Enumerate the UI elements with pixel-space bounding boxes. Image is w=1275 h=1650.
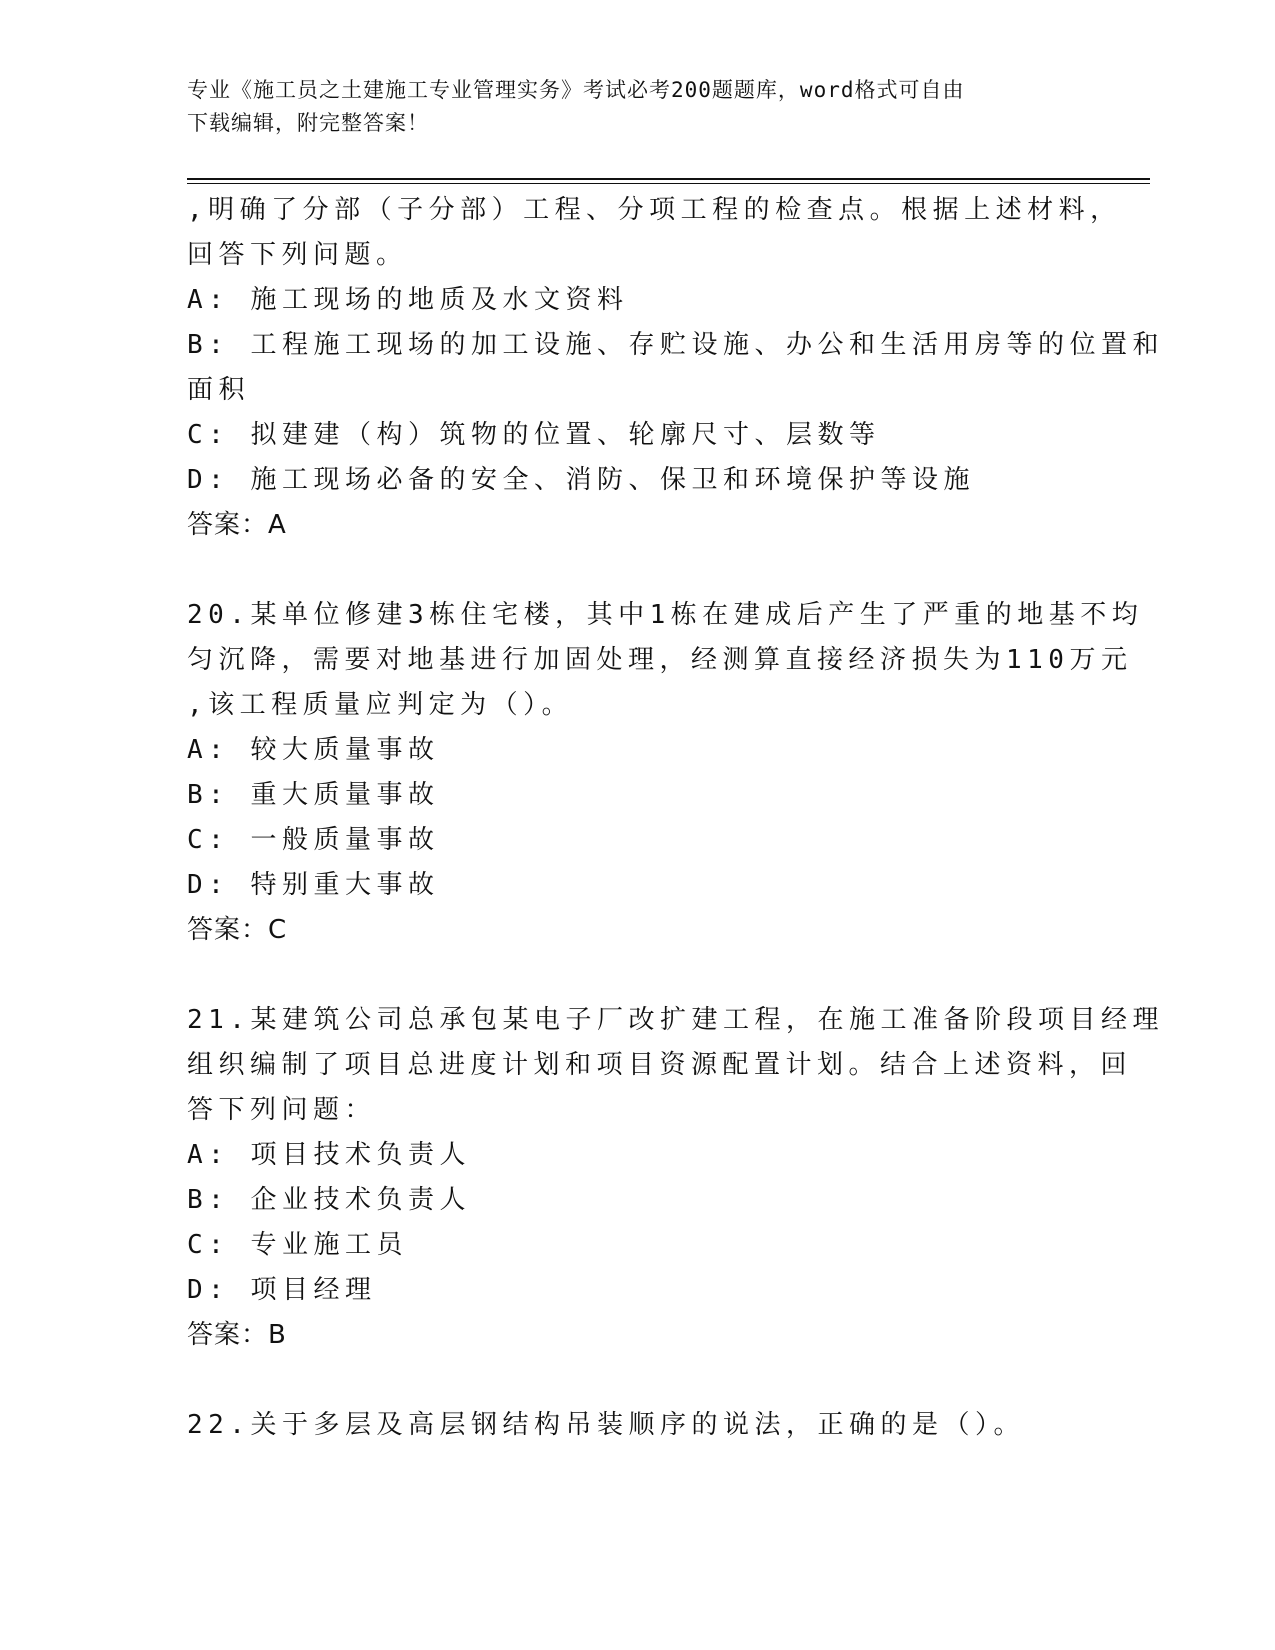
option-c: C: 拟建建（构）筑物的位置、轮廓尺寸、层数等 bbox=[187, 420, 881, 450]
option-b-continued: 面积 bbox=[187, 375, 251, 405]
question-stem-line: 组织编制了项目总进度计划和项目资源配置计划。结合上述资料，回 bbox=[187, 1050, 1133, 1080]
option-d: D: 项目经理 bbox=[187, 1275, 377, 1305]
option-b: B: 重大质量事故 bbox=[187, 780, 440, 810]
header-divider-thin bbox=[187, 183, 1150, 184]
option-b: B: 企业技术负责人 bbox=[187, 1185, 471, 1215]
question-stem-line: ,明确了分部（子分部）工程、分项工程的检查点。根据上述材料， bbox=[187, 195, 1122, 225]
question-stem-line: ,该工程质量应判定为（）。 bbox=[187, 690, 574, 720]
question-stem-line: 20.某单位修建3栋住宅楼，其中1栋在建成后产生了严重的地基不均 bbox=[187, 600, 1144, 630]
spacer bbox=[187, 548, 1087, 593]
spacer bbox=[187, 953, 1087, 998]
spacer bbox=[187, 1358, 1087, 1403]
answer: 答案：B bbox=[187, 1320, 287, 1350]
option-c: C: 一般质量事故 bbox=[187, 825, 440, 855]
option-c: C: 专业施工员 bbox=[187, 1230, 408, 1260]
header-line-1: 专业《施工员之土建施工专业管理实务》考试必考200题题库，word格式可自由 bbox=[187, 78, 965, 102]
option-a: A: 项目技术负责人 bbox=[187, 1140, 471, 1170]
answer: 答案：A bbox=[187, 510, 287, 540]
question-22 bbox=[187, 1403, 1087, 1448]
document-body bbox=[187, 188, 1164, 1448]
question-19 bbox=[187, 188, 1164, 548]
document-header bbox=[187, 74, 1067, 140]
question-stem-line: 答下列问题： bbox=[187, 1095, 377, 1125]
question-21 bbox=[187, 998, 1164, 1358]
option-a: A: 较大质量事故 bbox=[187, 735, 440, 765]
option-a: A: 施工现场的地质及水文资料 bbox=[187, 285, 629, 315]
question-stem-line: 22.关于多层及高层钢结构吊装顺序的说法，正确的是（）。 bbox=[187, 1410, 1025, 1440]
question-20 bbox=[187, 593, 1144, 953]
option-b: B: 工程施工现场的加工设施、存贮设施、办公和生活用房等的位置和 bbox=[187, 330, 1164, 360]
question-stem-line: 回答下列问题。 bbox=[187, 240, 408, 270]
option-d: D: 特别重大事故 bbox=[187, 870, 440, 900]
header-divider-thick bbox=[187, 178, 1150, 180]
question-stem-line: 匀沉降，需要对地基进行加固处理，经测算直接经济损失为110万元 bbox=[187, 645, 1133, 675]
answer: 答案：C bbox=[187, 915, 288, 945]
header-line-2: 下载编辑，附完整答案！ bbox=[187, 111, 429, 135]
question-stem-line: 21.某建筑公司总承包某电子厂改扩建工程，在施工准备阶段项目经理 bbox=[187, 1005, 1164, 1035]
option-d: D: 施工现场必备的安全、消防、保卫和环境保护等设施 bbox=[187, 465, 975, 495]
